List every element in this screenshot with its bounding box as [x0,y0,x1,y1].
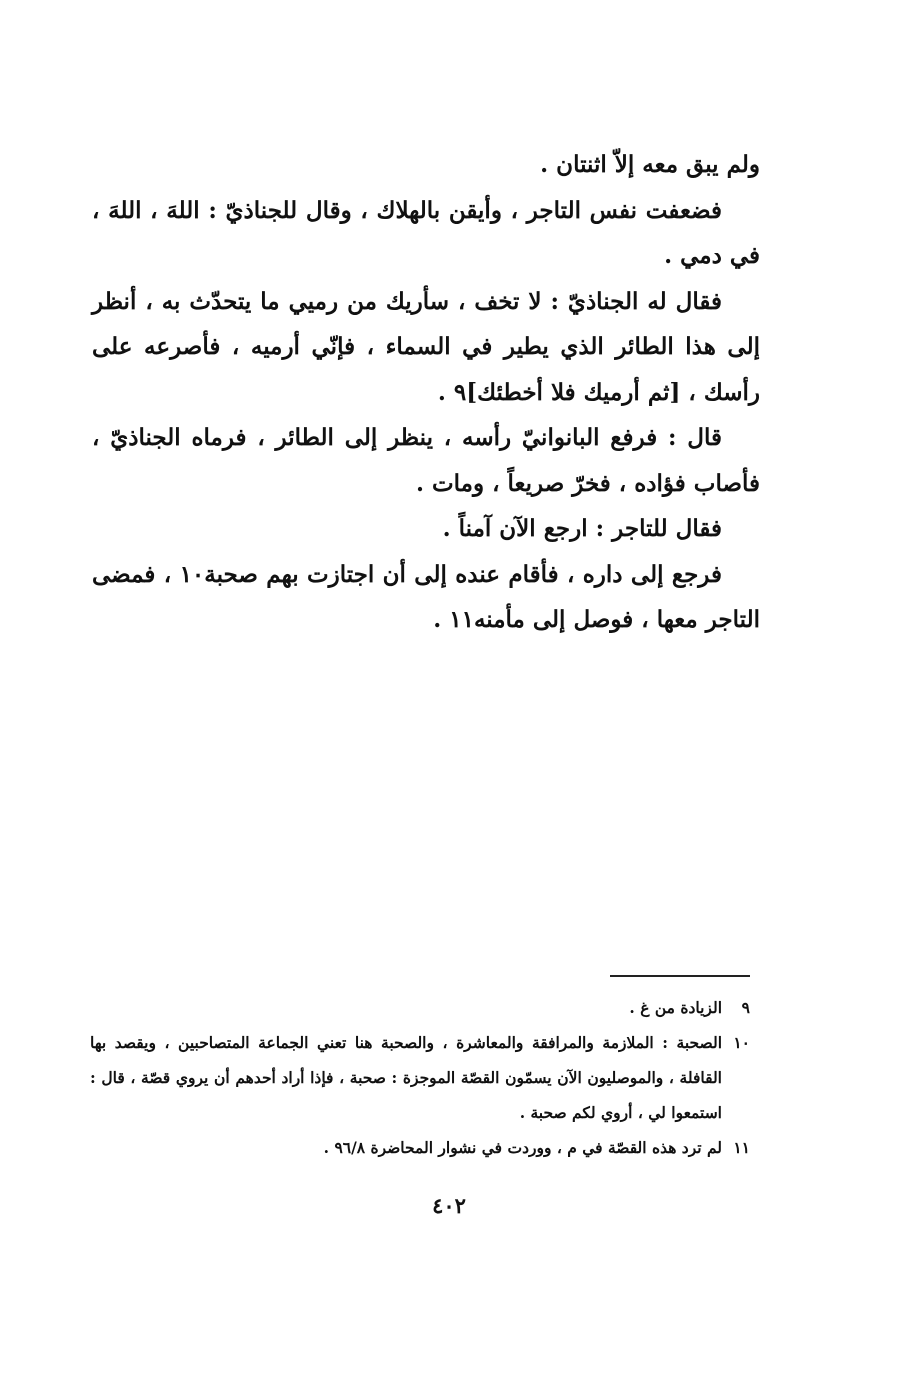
paragraph-5: فقال للتاجر : ارجع الآن آمناً . [442,515,722,542]
footnote-text: لم ترد هذه القصّة في م ، ووردت في نشوار المحاضرة ٩٦/٨ . [323,1138,722,1157]
footnote-11 [90,1130,750,1165]
main-text [92,142,760,643]
page-number [0,1193,918,1218]
paragraph-1: ولم يبق معه إلاّ اثنتان . [540,151,760,178]
footnote-number: ١٠ [733,1033,750,1052]
footnote-number: ١١ [733,1138,750,1157]
paragraph-6: فرجع إلى داره ، فأقام عنده إلى أن اجتازت بهم صحبة١٠ ، فمضى التاجر معها ، فوصل إلى مأمنه١١ . [92,560,760,633]
paragraph-3: فقال له الجناذيّ : لا تخف ، سأريك من رميي ما يتحدّث به ، أنظر إلى هذا الطائر الذي يطير في السماء ، فإنّي أرميه ، فأصرعه على رأسك ، [ثم أرميك فلا أخطئك]٩ . [92,287,760,406]
footnote-10 [90,1025,750,1130]
footnote-number: ٩ [741,998,750,1017]
paragraph-2: فضعفت نفس التاجر ، وأيقن بالهلاك ، وقال للجناذيّ : اللهَ ، اللهَ ، في دمي . [92,196,760,269]
footnote-text: الصحبة : الملازمة والمرافقة والمعاشرة ، والصحبة هنا تعني الجماعة المتصاحبين ، ويقصد بها القافلة ، والموصليون الآن يسمّون القصّة الموجزة : صحبة ، فإذا أراد أحدهم أن يروي قصّة ، قال : استمعوا لي ، أروي لكم صحبة . [90,1033,722,1122]
page-number-text: ٤٠٢ [432,1193,466,1218]
footnote-separator [610,975,750,977]
footnote-9 [90,990,750,1025]
footnotes [90,990,750,1165]
paragraph-4: قال : فرفع البانوانيّ رأسه ، ينظر إلى الطائر ، فرماه الجناذيّ ، فأصاب فؤاده ، فخرّ صريعاً ، ومات . [92,424,760,497]
footnote-text: الزيادة من غ . [629,998,722,1017]
